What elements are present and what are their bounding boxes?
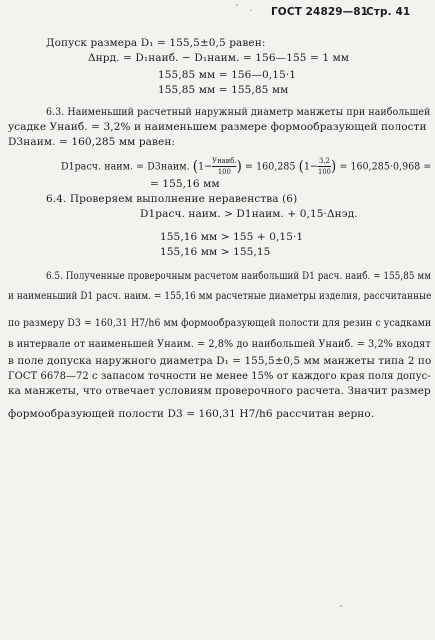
fraction-3-2-over-100: $\frac{3,2}{100}$	[317, 156, 332, 176]
tolerance-line: Допуск размера D₁ = 155,5±0,5 равен:	[46, 37, 266, 49]
paragraph-6-5-line-8: формообразующей полости D3 = 160,31 H7/h6 рассчитан верно.	[8, 408, 375, 420]
inequality-line-1: D1расч. наим. > D1наим. + 0,15·Δнэд.	[140, 208, 358, 220]
paragraph-6-4: 6.4. Проверяем выполнение неравенства (6)	[46, 193, 298, 205]
tolerance-delta-line: Δнрд. = D₁наиб. − D₁наим. = 156—155 = 1 мм	[88, 52, 350, 64]
paragraph-6-5-line-2: и наименьший D1 расч. наим. = 155,16 мм расчетные диаметры изделия, рассчитанные	[8, 290, 432, 302]
inequality-line-2: 155,16 мм > 155 + 0,15·1	[160, 231, 304, 243]
scan-speck	[340, 605, 342, 607]
formula-lhs: D1расч. наим. = D3наим.	[61, 160, 190, 173]
paragraph-6-3-line-2: усадке Унаиб. = 3,2% и наименьшем размере формообразующей полости	[8, 121, 427, 133]
paragraph-6-5-line-5: в поле допуска наружного диаметра D₁ = 155,5±0,5 мм манжеты типа 2 по	[8, 355, 432, 367]
inequality-line-3: 155,16 мм > 155,15	[160, 246, 271, 258]
paragraph-6-5-line-7: ка манжеты, что отвечает условиям проверочного расчета. Значит размер	[8, 385, 431, 397]
paragraph-6-5-line-3: по размеру D3 = 160,31 H7/h6 мм формообразующей полости для резин с усадками	[8, 317, 432, 329]
calc-line-2: 155,85 мм = 155,85 мм	[158, 84, 289, 96]
calc-line-1: 155,85 мм = 156—0,15·1	[158, 69, 297, 81]
document-standard-number: ГОСТ 24829—81	[271, 6, 369, 18]
paragraph-6-3-line-3: D3наим. = 160,285 мм равен:	[8, 136, 176, 148]
fraction-y-over-100: Унаиб. 100	[212, 156, 237, 176]
paragraph-6-5-line-6: ГОСТ 6678—72 с запасом точности не менее 15% от каждого края поля допус-	[8, 370, 431, 382]
scan-speck	[236, 4, 238, 6]
scan-speck	[250, 10, 252, 11]
paragraph-6-3-line-1: 6.3. Наименьший расчетный наружный диаметр манжеты при наибольшей	[46, 106, 431, 118]
formula-6-3-result: = 155,16 мм	[150, 178, 220, 190]
paragraph-6-5-line-1: 6.5. Полученные проверочным расчетом наибольший D1 расч. наиб. = 155,85 мм	[46, 270, 432, 282]
formula-6-3: D1расч. наим. = D3наим. (1−Унаиб. 100 ) = 160,285 $(1-\frac{3,2}{100}) = 160,285\cdot 0,968$ =	[61, 156, 432, 176]
paragraph-6-5-line-4: в интервале от наименьшей Унаим. = 2,8% до наибольшей Унаиб. = 3,2% входят	[8, 338, 431, 350]
page-number: Стр. 41	[366, 6, 411, 18]
